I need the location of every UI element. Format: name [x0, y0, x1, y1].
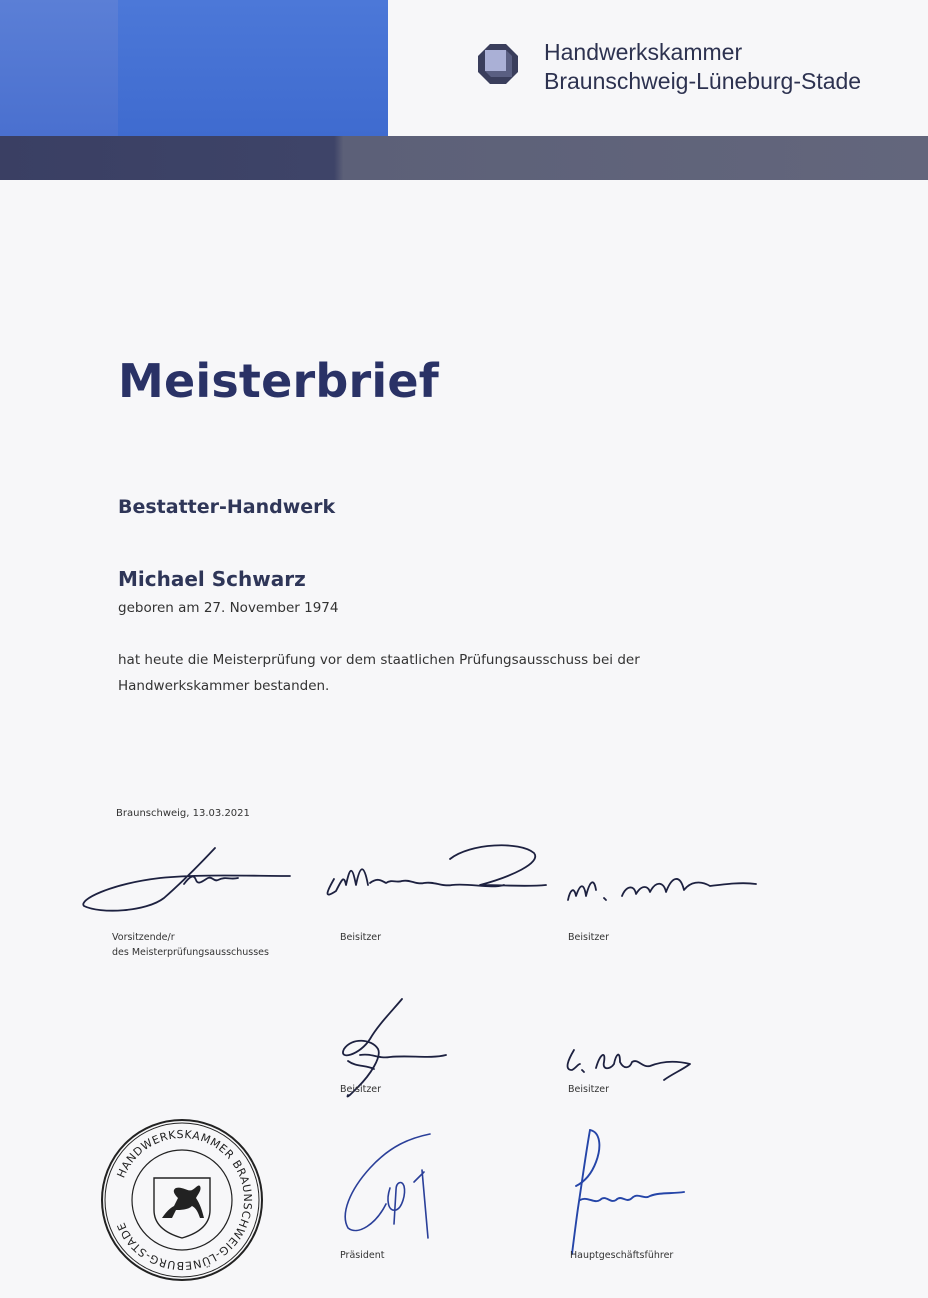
assessor-1-label: Beisitzer	[340, 932, 382, 943]
trade-name: Bestatter-Handwerk	[118, 496, 336, 518]
chair-label	[112, 930, 269, 960]
managing-director-label: Hauptgeschäftsführer	[570, 1250, 674, 1261]
exam-statement: hat heute die Meisterprüfung vor dem staatlichen Prüfungsausschuss bei der Handwerkskammer bestanden.	[118, 652, 640, 694]
chair-label-line2: des Meisterprüfungsausschusses	[112, 947, 269, 958]
chair-label-line1: Vorsitzende/r	[112, 932, 175, 943]
organization-name-line1: Handwerkskammer	[544, 39, 743, 65]
certificate-title: Meisterbrief	[118, 354, 439, 408]
managing-director-signature	[560, 1122, 700, 1262]
organization-name-line2: Braunschweig-Lüneburg-Stade	[544, 68, 862, 94]
seal-text: HANDWERKSKAMMER BRAUNSCHWEIG-LÜNEBURG-STADE	[114, 1127, 255, 1273]
holder-name: Michael Schwarz	[118, 567, 306, 591]
saxon-horse-icon	[154, 1178, 210, 1238]
assessor-4-label: Beisitzer	[568, 1084, 610, 1095]
chamber-seal	[100, 1118, 264, 1282]
chair-signature	[80, 840, 295, 920]
president-signature	[330, 1128, 460, 1248]
assessor-2-label: Beisitzer	[568, 932, 610, 943]
president-label: Präsident	[340, 1250, 385, 1261]
organization-name	[544, 38, 861, 96]
header-band-right	[118, 0, 388, 136]
assessor-3-label: Beisitzer	[340, 1084, 382, 1095]
header-band-left	[0, 0, 118, 136]
birth-date-line: geboren am 27. November 1974	[118, 600, 339, 616]
header-dark-bar	[0, 136, 928, 180]
chamber-cube-logo-icon	[476, 42, 520, 86]
place-and-date: Braunschweig, 13.03.2021	[116, 808, 250, 819]
assessor-1-signature	[320, 835, 550, 915]
assessor-2-signature	[560, 860, 760, 920]
